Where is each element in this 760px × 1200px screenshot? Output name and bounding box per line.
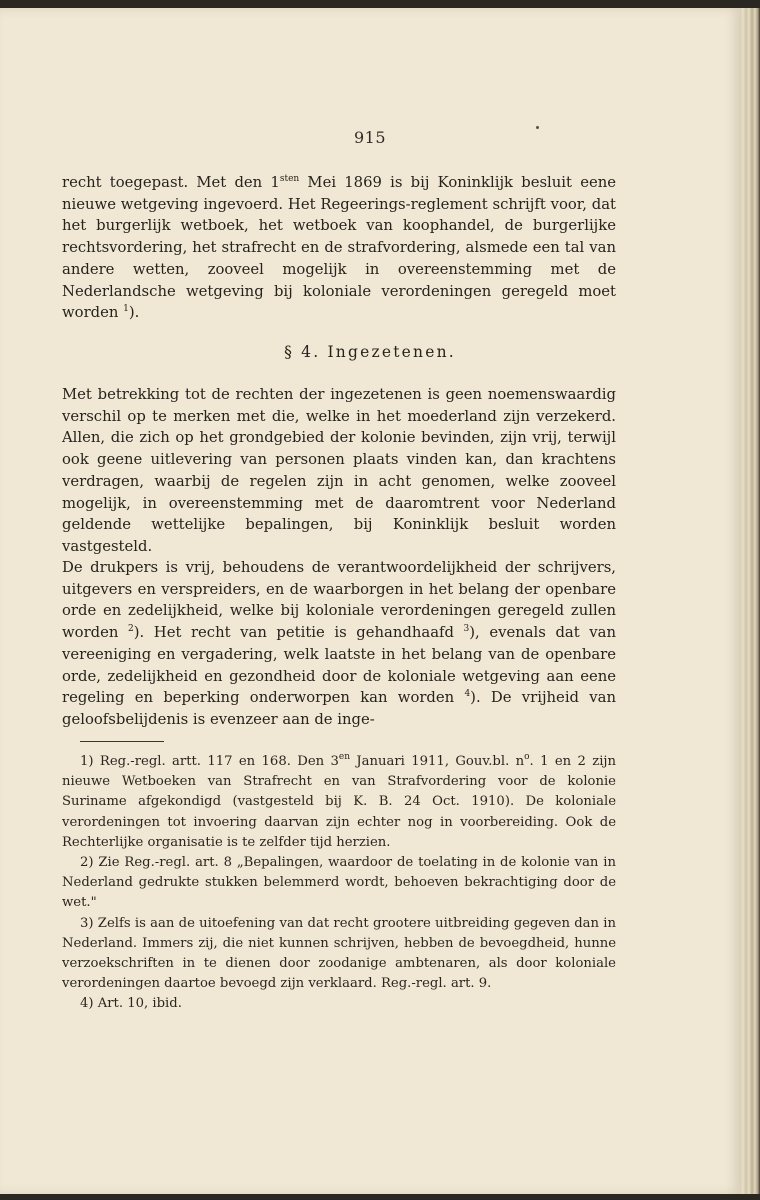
para3-text-c: ), evenals dat van vereeniging en vergadering, welk laatste in het belang van de openbare orde, zedelijkheid en gezondheid door de koloniale wetgeving aan eene regeling en beperking onderworpen kan worden: [62, 624, 616, 707]
page-number: 915: [353, 128, 387, 147]
footnote-ref-1: 1: [123, 304, 129, 315]
section-heading: § 4. Ingezetenen.: [284, 343, 456, 361]
footnote-ref-3: 3: [463, 624, 470, 635]
page-edge: [740, 8, 760, 1194]
paragraph-2: [62, 384, 616, 558]
para1-text-c: ).: [128, 304, 140, 322]
footnote-1-text-b: Januari 1911, Gouv.bl. n: [350, 754, 525, 769]
para3-text-b: ). Het recht van petitie is gehandhaafd: [133, 624, 464, 642]
footnote-1-text-c: . 1 en 2 zijn nieuwe Wetboeken van Strafrecht en van Strafvordering voor de kolonie Suriname afgekondigd (vastgesteld bij K. B. 24 Oct. 1910). De koloniale verordeningen tot invoering daarvan zijn echter nog in voorbereiding. Ook de Rechterlijke organisatie is te zelfder tijd herzien.: [62, 754, 616, 850]
para3-text-d: ). De vrijheid van geloofsbelijdenis is evenzeer aan de inge-: [62, 689, 616, 728]
footnote-1-sup2: o: [524, 752, 530, 762]
paragraph-1: [62, 172, 616, 324]
para2-text: Met betrekking tot de rechten der ingezetenen is geen noemenswaardig verschil op te merken met die, welke in het moederland zijn verzekerd. Allen, die zich op het grondgebied der kolonie bevinden, zijn vrij, terwijl ook geene uitlevering van personen plaats vinden kan, dan krachtens verdragen, waarbij de regelen zijn in acht genomen, welke zooveel mogelijk, in overeenstemming met de daaromtrent voor Nederland geldende wettelijke bepalingen, bij Koninklijk besluit worden vastgesteld.: [62, 386, 616, 555]
para3-text-a: De drukpers is vrij, behoudens de verantwoordelijkheid der schrijvers, uitgevers en verspreiders, en de waarborgen in het belang der openbare orde en zedelijkheid, welke bij koloniale verordeningen geregeld zullen worden: [62, 559, 616, 642]
para1-text-a: recht toegepast. Met den 1: [62, 174, 280, 191]
footnote-1-sup: en: [338, 752, 351, 762]
paragraph-3: [62, 557, 616, 731]
footnote-ref-2: 2: [128, 624, 134, 635]
footnote-rule: [80, 741, 164, 742]
footnote-3: 3) Zelfs is aan de uitoefening van dat recht grootere uitbreiding gegeven dan in Nederland. Immers zij, die niet kunnen schrijven, hebben de bevoegdheid, hunne verzoekschriften in te dienen door zoodanige ambtenaren, als door koloniale verordeningen daartoe bevoegd zijn verklaard. Reg.-regl. art. 9.: [62, 915, 616, 992]
footnote-1: [62, 752, 616, 853]
footnotes: [62, 752, 616, 1015]
para1-text-b: Mei 1869 is bij Koninklijk besluit eene nieuwe wetgeving ingevoerd. Het Regeerings-reglement schrijft voor, dat het burgerlijk wetboek, het wetboek van koophandel, de burgerlijke rechtsvordering, het strafrecht en de strafvordering, alsmede een tal van andere wetten, zooveel mogelijk in overeenstemming met de Nederlandsche wetgeving bij koloniale verordeningen geregeld moet worden: [62, 174, 616, 322]
footnote-4: 4) Art. 10, ibid.: [80, 996, 182, 1012]
footnote-1-text-a: 1) Reg.-regl. artt. 117 en 168. Den 3: [80, 754, 339, 769]
footnote-ref-4: 4: [464, 689, 471, 700]
para1-superscript: sten: [279, 174, 300, 184]
footnote-2: 2) Zie Reg.-regl. art. 8 „Bepalingen, waardoor de toelating in de kolonie van in Nederland gedrukte stukken belemmerd wordt, behoeven bekrachtiging door de wet.": [62, 855, 616, 911]
